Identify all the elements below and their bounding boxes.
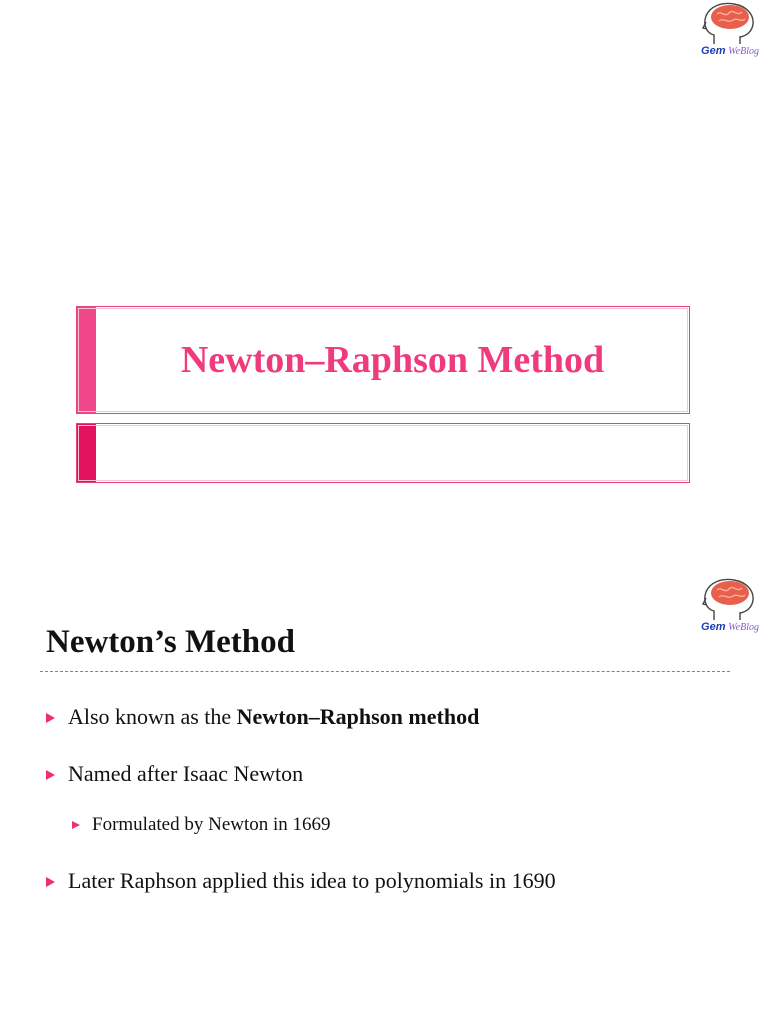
- bullet-item: [68, 704, 479, 730]
- sub-bullet-arrow-icon: [72, 821, 80, 829]
- sub-bullet-text: Formulated by Newton in 1669: [92, 814, 331, 835]
- gem-weblog-logo: [694, 2, 766, 64]
- subtitle-box: [76, 423, 690, 483]
- bullet-item: [68, 761, 303, 787]
- title-box: [76, 306, 690, 414]
- subtitle-accent-bar: [77, 424, 96, 482]
- content-slide: [0, 576, 768, 1024]
- slide-title: Newton–Raphson Method: [180, 339, 605, 381]
- logo-brand: Gem: [701, 45, 726, 57]
- bullet-text: Later Raphson applied this idea to polynomials in 1690: [68, 868, 556, 893]
- heading-divider: [40, 671, 730, 672]
- bullet-text: Named after Isaac Newton: [68, 761, 304, 786]
- logo-brand: Gem: [701, 621, 726, 633]
- logo-wordmark: [694, 621, 766, 633]
- brain-head-icon: [700, 2, 760, 46]
- bullet-arrow-icon: [46, 877, 55, 887]
- logo-suffix: WeBlog: [728, 622, 759, 633]
- gem-weblog-logo: [694, 578, 766, 640]
- bullet-text: Also known as the: [68, 704, 237, 729]
- bullet-bold-text: Newton–Raphson method: [236, 704, 480, 729]
- slide-heading: Newton’s Method: [46, 624, 295, 660]
- logo-suffix: WeBlog: [728, 46, 759, 57]
- brain-head-icon: [700, 578, 760, 622]
- sub-bullet-item: [92, 814, 331, 836]
- bullet-arrow-icon: [46, 770, 55, 780]
- bullet-item: [68, 868, 556, 894]
- logo-wordmark: [694, 45, 766, 57]
- bullet-arrow-icon: [46, 713, 55, 723]
- title-accent-bar: [77, 307, 96, 413]
